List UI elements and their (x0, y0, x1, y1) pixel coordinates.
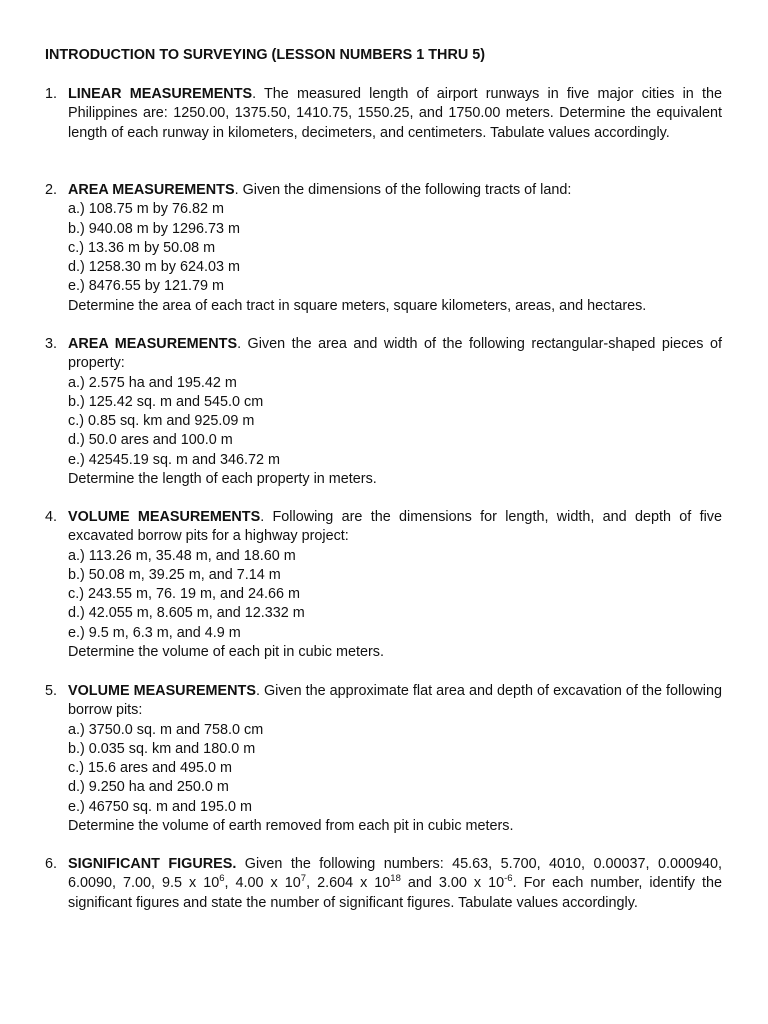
exponent: 7 (300, 872, 307, 884)
problem-text: Given the following numbers: 45.63, 5.700, 4010, 0.00037, 0.000940, 6.0090, 7.00, 9.5 x 10 (68, 856, 722, 892)
problem-conclusion: Determine the length of each property in meters. (68, 471, 377, 488)
problem-text: . Given the area and width of the following rectangular-shaped pieces of property: (68, 336, 722, 372)
problem-heading: AREA MEASUREMENTS (68, 182, 235, 198)
problem-number: 6. (45, 856, 58, 872)
problem-heading: SIGNIFICANT FIGURES. (68, 856, 237, 872)
problem-heading: VOLUME MEASUREMENTS (68, 509, 261, 525)
list-item: a.) 2.575 ha and 195.42 m (68, 374, 237, 391)
list-item: d.) 9.250 ha and 250.0 m (68, 779, 229, 796)
list-item: d.) 50.0 ares and 100.0 m (68, 432, 233, 449)
list-item: c.) 13.36 m by 50.08 m (68, 239, 216, 256)
list-item: b.) 940.08 m by 1296.73 m (68, 220, 240, 237)
problem-statement (68, 682, 722, 721)
problem-conclusion: Determine the volume of each pit in cubic meters. (68, 644, 384, 661)
list-item: e.) 46750 sq. m and 195.0 m (68, 798, 252, 815)
problem-heading: AREA MEASUREMENTS (68, 336, 238, 352)
document-title: INTRODUCTION TO SURVEYING (LESSON NUMBERS 1 THRU 5) (45, 47, 486, 63)
list-item: b.) 50.08 m, 39.25 m, and 7.14 m (68, 566, 281, 583)
list-item: c.) 243.55 m, 76. 19 m, and 24.66 m (68, 586, 300, 603)
problem-text: , 2.604 x 10 (306, 875, 391, 892)
problem-statement (68, 85, 722, 143)
problem-text: . Given the approximate flat area and depth of excavation of the following borrow pits: (68, 683, 723, 719)
problem-text: . For each number, identify the significant figures and state the number of significant figures. Tabulate values accordingly. (68, 875, 722, 911)
problem-statement (68, 855, 722, 913)
problem-4 (45, 508, 722, 662)
problem-text: and 3.00 x 10 (400, 875, 505, 892)
problem-number: 3. (45, 336, 58, 352)
problem-conclusion: Determine the area of each tract in square meters, square kilometers, areas, and hectares. (68, 297, 647, 314)
exponent: -6 (504, 872, 513, 884)
problem-3 (45, 335, 722, 489)
list-item: a.) 108.75 m by 76.82 m (68, 201, 224, 218)
problem-number: 2. (45, 182, 58, 198)
list-item: b.) 125.42 sq. m and 545.0 cm (68, 393, 264, 410)
problem-2 (45, 181, 722, 316)
problem-6 (45, 855, 722, 913)
problem-text: . The measured length of airport runways in five major cities in the Philippines are: 1250.00, 1375.50, 1410.75, 1550.25, and 1750.00 meters. Determine the equivalent length of each runway in kilometers, decimeters, and centimeters. Tabulate values accordingly. (68, 86, 722, 141)
problem-conclusion: Determine the volume of earth removed from each pit in cubic meters. (68, 818, 514, 835)
exponent: 18 (390, 872, 401, 884)
list-item: b.) 0.035 sq. km and 180.0 m (68, 740, 256, 757)
problem-5 (45, 682, 722, 836)
problem-number: 5. (45, 683, 58, 699)
exponent: 6 (219, 872, 225, 884)
problem-number: 1. (45, 86, 58, 102)
problem-number: 4. (45, 509, 58, 525)
problem-1 (45, 85, 722, 143)
problem-text: . Following are the dimensions for length, width, and depth of five excavated borrow pits for a highway project: (68, 509, 722, 545)
list-item: c.) 15.6 ares and 495.0 m (68, 760, 232, 777)
list-item: e.) 8476.55 by 121.79 m (68, 278, 225, 295)
problem-statement (68, 335, 722, 374)
list-item: e.) 42545.19 sq. m and 346.72 m (68, 451, 281, 468)
problem-heading: LINEAR MEASUREMENTS (68, 86, 253, 102)
list-item: e.) 9.5 m, 6.3 m, and 4.9 m (68, 624, 241, 641)
problem-heading: VOLUME MEASUREMENTS (68, 683, 256, 699)
problem-statement (68, 181, 722, 200)
list-item: c.) 0.85 sq. km and 925.09 m (68, 413, 255, 430)
list-item: a.) 113.26 m, 35.48 m, and 18.60 m (68, 547, 296, 564)
list-item: d.) 42.055 m, 8.605 m, and 12.332 m (68, 605, 305, 622)
problem-statement (68, 508, 722, 547)
list-item: d.) 1258.30 m by 624.03 m (68, 259, 240, 276)
problem-text: . Given the dimensions of the following tracts of land: (234, 182, 572, 198)
list-item: a.) 3750.0 sq. m and 758.0 cm (68, 721, 264, 738)
problem-text: , 4.00 x 10 (224, 875, 301, 892)
